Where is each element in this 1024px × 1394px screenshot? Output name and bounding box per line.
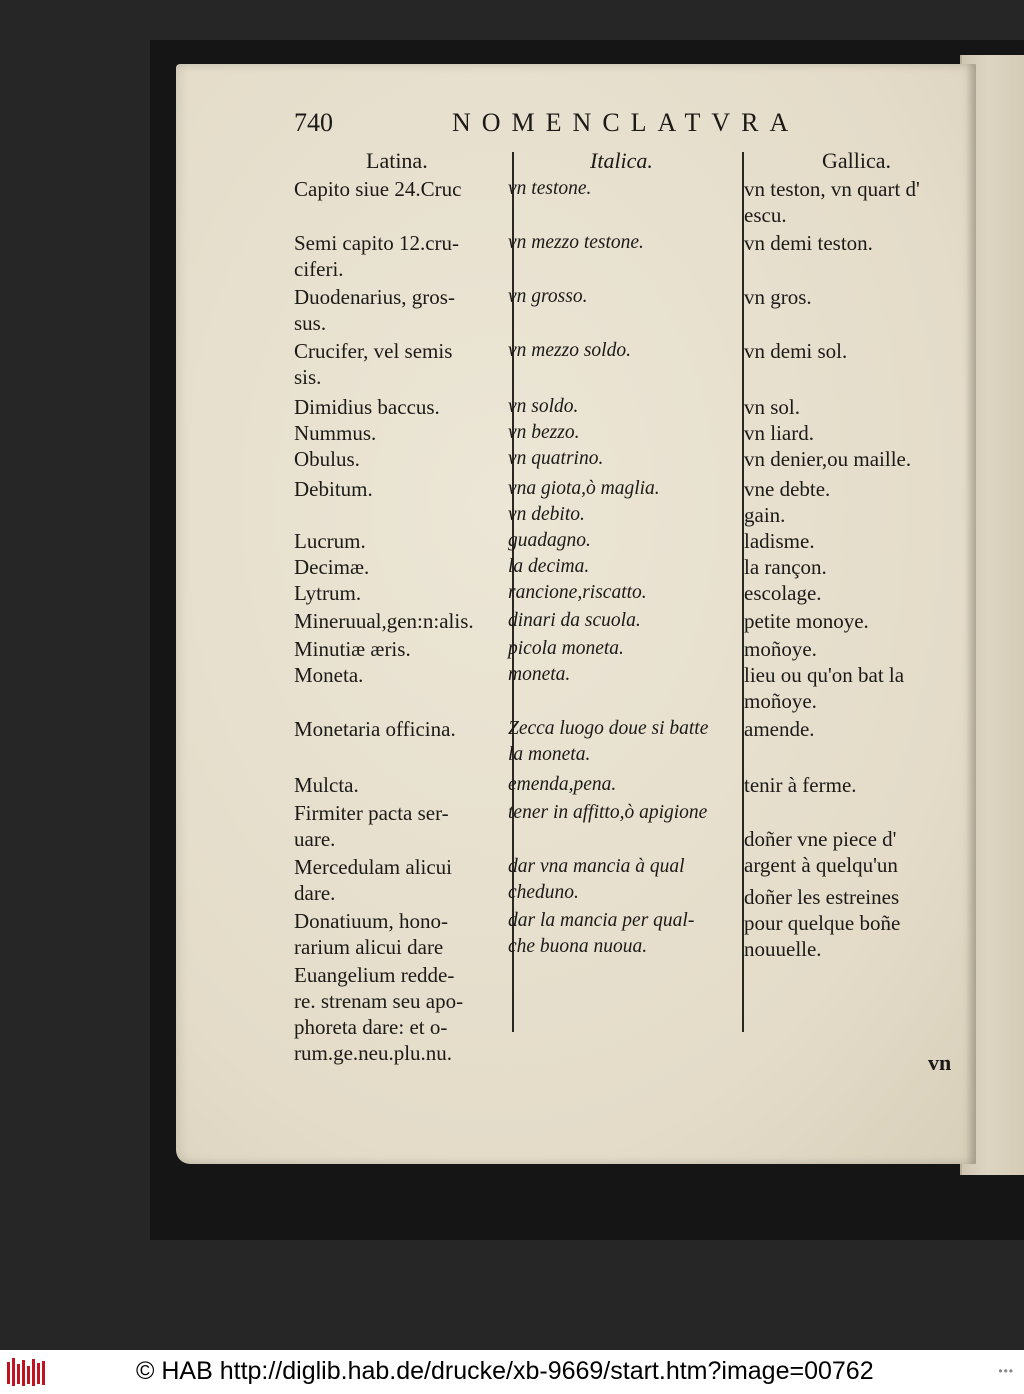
- latin-term: Mercedulam alicui dare.: [294, 855, 453, 905]
- italian-term: vn mezzo testone.: [508, 232, 644, 253]
- copyright-link[interactable]: © HAB http://diglib.hab.de/drucke/xb-9669/start.htm?image=00762: [136, 1357, 874, 1385]
- latin-term: Debitum.: [294, 477, 373, 501]
- french-term: ladisme.: [744, 529, 815, 553]
- french-term: doñer les estreines: [744, 885, 900, 909]
- catchword: vn: [928, 1050, 952, 1075]
- hab-logo-icon: [6, 1356, 46, 1388]
- french-term: moñoye.: [744, 637, 817, 661]
- table-row: [176, 476, 976, 536]
- table-row: [176, 662, 976, 722]
- latin-term: Donatiuum, hono- rarium alicui dare: [294, 909, 448, 959]
- french-term: vne debte. gain.: [744, 477, 831, 527]
- latin-term: Crucifer, vel semis sis.: [294, 339, 453, 389]
- latin-term: Monetaria officina.: [294, 717, 456, 741]
- column-header-gallica: Gallica.: [822, 148, 892, 173]
- italian-term: vn soldo.: [508, 396, 579, 417]
- french-term: escolage.: [744, 581, 822, 605]
- table-row: [176, 230, 976, 290]
- italian-term: vn grosso.: [508, 286, 588, 307]
- latin-term: Decimæ.: [294, 555, 370, 579]
- column-header-italica: Italica.: [590, 148, 653, 173]
- french-term: doñer vne piece d' argent à quelqu'un: [744, 827, 898, 877]
- latin-term: Nummus.: [294, 421, 377, 445]
- running-head: NOMENCLATVRA: [452, 108, 800, 137]
- page-number: 740: [294, 108, 333, 137]
- latin-term: Euangelium redde- re. strenam seu apo- phoreta dare: et o- rum.ge.neu.plu.nu.: [294, 963, 464, 1065]
- french-term: vn liard.: [744, 421, 814, 445]
- table-row: [176, 908, 976, 968]
- french-term: lieu ou qu'on bat la moñoye.: [744, 663, 905, 713]
- italian-term: moneta.: [508, 664, 571, 685]
- latin-term: Duodenarius, gros- sus.: [294, 285, 455, 335]
- french-term: petite monoye.: [744, 609, 869, 633]
- column-header-latina: Latina.: [366, 148, 428, 173]
- table-row: [176, 800, 976, 877]
- italian-term: emenda,pena.: [508, 774, 617, 795]
- footer-bar: [0, 1350, 1024, 1394]
- french-term: la rançon.: [744, 555, 827, 579]
- italian-term: dinari da scuola.: [508, 610, 641, 631]
- french-term: vn sol.: [744, 395, 801, 419]
- italian-term: vn bezzo.: [508, 422, 580, 443]
- french-term: vn gros.: [744, 285, 812, 309]
- italian-term: vn mezzo soldo.: [508, 340, 631, 361]
- book-page: [176, 64, 976, 1164]
- french-term: pour quelque boñe nouuelle.: [744, 911, 901, 961]
- italian-term: dar la mancia per qual- che buona nuoua.: [508, 910, 695, 957]
- italian-term: vna giota,ò maglia. vn debito.: [508, 478, 660, 525]
- italian-term: la decima.: [508, 556, 590, 577]
- latin-term: Mulcta.: [294, 773, 359, 797]
- italian-term: picola moneta.: [508, 638, 624, 659]
- french-term: vn teston, vn quart d' escu.: [744, 177, 920, 227]
- latin-term: Moneta.: [294, 663, 364, 687]
- table-row: [176, 854, 976, 914]
- italian-term: guadagno.: [508, 530, 591, 551]
- latin-term: Semi capito 12.cru- ciferi.: [294, 231, 460, 281]
- latin-term: Dimidius baccus.: [294, 395, 440, 419]
- latin-term: Mineruual,gen:n:alis.: [294, 609, 474, 633]
- latin-term: Firmiter pacta ser- uare.: [294, 801, 449, 851]
- table-row: [176, 176, 976, 236]
- latin-term: Capito siue 24.Cruc: [294, 177, 462, 201]
- table-row: [176, 338, 976, 398]
- italian-term: Zecca luogo doue si batte la moneta.: [508, 718, 709, 765]
- italian-term: tener in affitto,ò apigione: [508, 802, 708, 823]
- french-term: amende.: [744, 717, 815, 741]
- french-term: vn denier,ou maille.: [744, 447, 912, 471]
- italian-term: vn quatrino.: [508, 448, 604, 469]
- french-term: vn demi sol.: [744, 339, 848, 363]
- italian-term: rancione,riscatto.: [508, 582, 647, 603]
- latin-term: Lytrum.: [294, 581, 362, 605]
- french-term: vn demi teston.: [744, 231, 873, 255]
- french-term: tenir à ferme.: [744, 773, 857, 797]
- table-row: [176, 716, 976, 776]
- latin-term: Obulus.: [294, 447, 360, 471]
- italian-term: vn testone.: [508, 178, 592, 199]
- italian-term: dar vna mancia à qual cheduno.: [508, 856, 685, 903]
- latin-term: Minutiæ æris.: [294, 637, 411, 661]
- table-row: [176, 284, 976, 344]
- corner-mark: •••: [998, 1364, 1014, 1378]
- latin-term: Lucrum.: [294, 529, 366, 553]
